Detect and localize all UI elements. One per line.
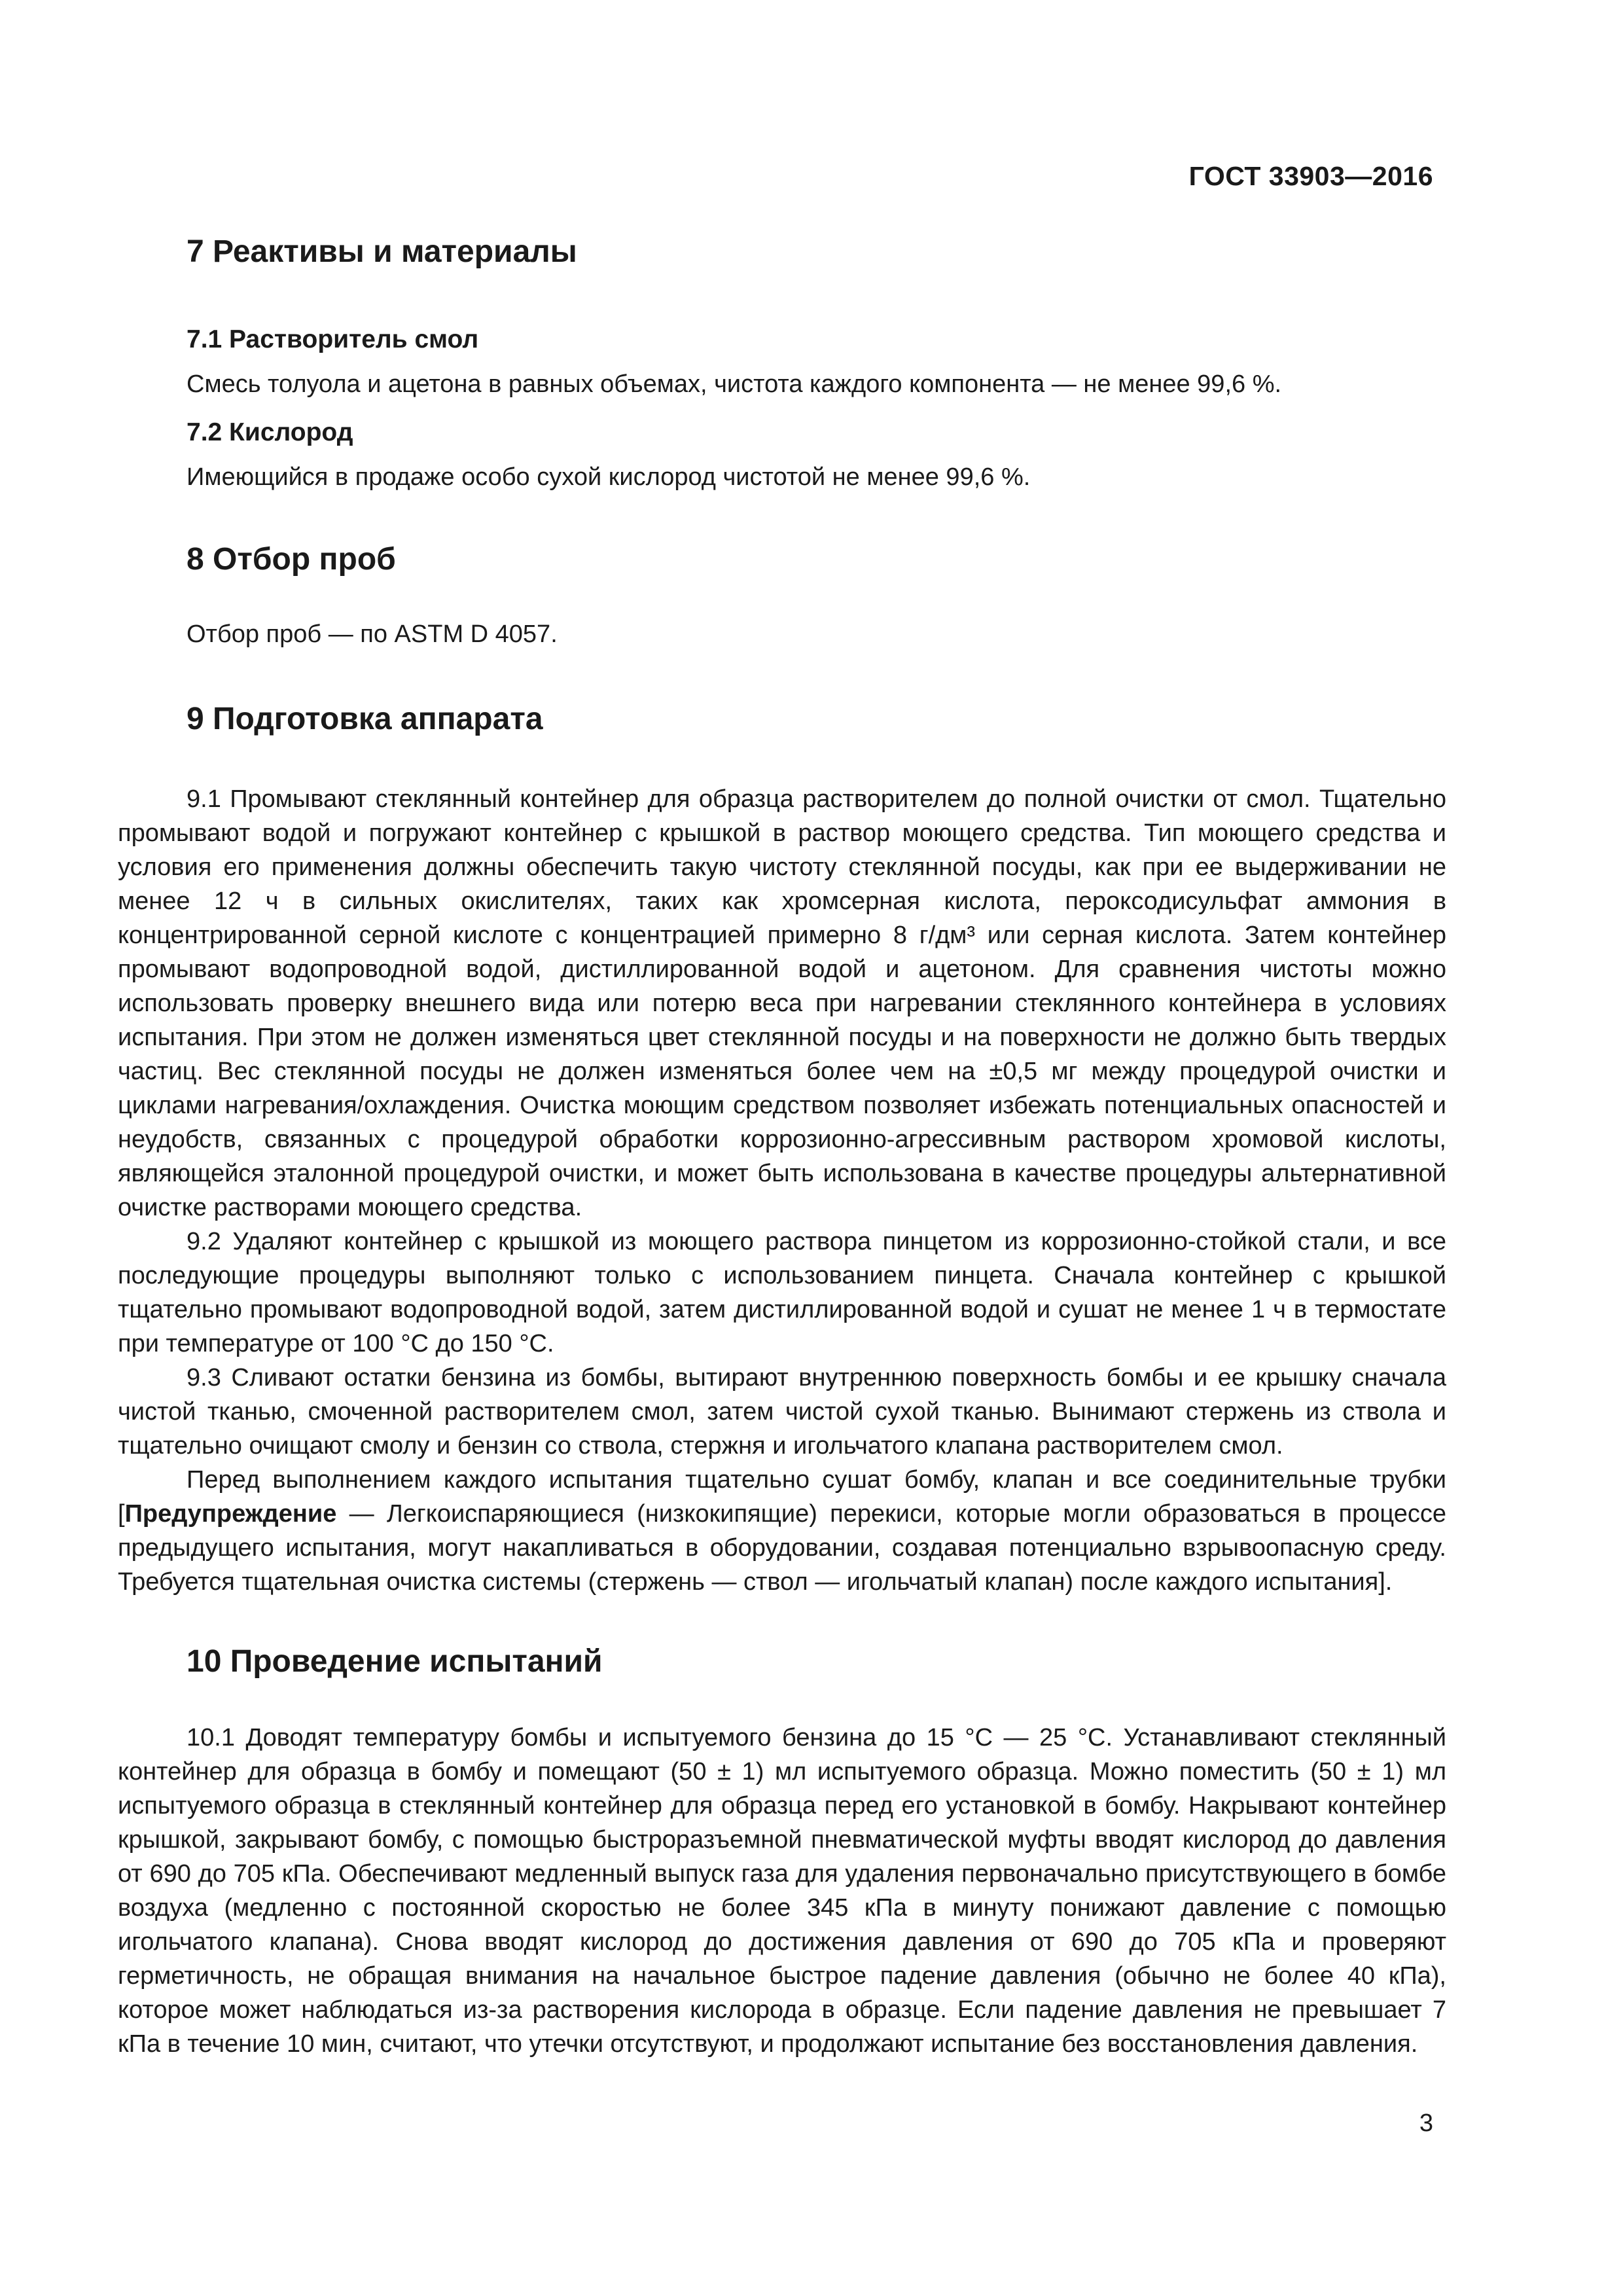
section-8-text: Отбор проб — по ASTM D 4057. <box>187 620 558 648</box>
paragraph-10-1: 10.1 Доводят температуру бомбы и испытуемого бензина до 15 °С — 25 °С. Устанавливают стеклянный контейнер для образца в бомбу и помещают (50 ± 1) мл испытуемого образца. Можно поместить (50 ± 1) мл испытуемого образца в стеклянный контейнер для образца перед его установкой в бомбу. Накрывают контейнер крышкой, закрывают бомбу, с помощью быстроразъемной пневматической муфты вводят кислород до давления от 690 до 705 кПа. Обеспечивают медленный выпуск газа для удаления первоначально присутствующего в бомбе воздуха (медленно с постоянной скоростью не более 345 кПа в минуту понижают давление с помощью игольчатого клапана). Снова вводят кислород до достижения давления от 690 до 705 кПа и проверяют герметичность, не обращая внимания на начальное быстрое падение давления (обычно не более 40 кПа), которое может наблюдаться из-за растворения кислорода в образце. Если падение давления не превышает 7 кПа в течение 10 мин, считают, что утечки отсутствуют, и продолжают испытание без восстановления давления. <box>118 1724 1446 2058</box>
section-8-heading: 8 Отбор проб <box>187 542 396 577</box>
warning-label: Предупреждение <box>124 1500 337 1528</box>
document-body <box>118 226 1446 2061</box>
section-9-heading: 9 Подготовка аппарата <box>187 702 543 736</box>
paragraph-9-warning <box>118 1463 1446 1599</box>
subsection-7-2-text: Имеющийся в продаже особо сухой кислород чистотой не менее 99,6 %. <box>187 463 1031 491</box>
section-10-heading: 10 Проведение испытаний <box>187 1644 603 1679</box>
subsection-7-1-heading: 7.1 Растворитель смол <box>187 325 479 353</box>
document-code: ГОСТ 33903—2016 <box>1188 161 1433 191</box>
paragraph-9-3: 9.3 Сливают остатки бензина из бомбы, вытирают внутреннюю поверхность бомбы и ее крышку сначала чистой тканью, смоченной растворителем смол, затем чистой сухой тканью. Вынимают стержень из ствола и тщательно очищают смолу и бензин со ствола, стержня и игольчатого клапана растворителем смол. <box>118 1364 1446 1460</box>
subsection-7-2-heading: 7.2 Кислород <box>187 418 353 446</box>
page-number: 3 <box>1419 2109 1433 2137</box>
subsection-7-1-text: Смесь толуола и ацетона в равных объемах, чистота каждого компонента — не менее 99,6 %. <box>187 370 1282 398</box>
warning-text-before: Перед выполнением каждого испытания тщательно сушат бомбу, клапан и все соединительные трубки [ <box>118 1466 1446 1528</box>
section-7-heading: 7 Реактивы и материалы <box>187 234 577 269</box>
paragraph-9-2: 9.2 Удаляют контейнер с крышкой из моющего раствора пинцетом из коррозионно-стойкой стали, и все последующие процедуры выполняют только с использованием пинцета. Сначала контейнер с крышкой тщательно промывают водопроводной водой, затем дистиллированной водой и сушат не менее 1 ч в термостате при температуре от 100 °С до 150 °С. <box>118 1228 1446 1357</box>
paragraph-9-1: 9.1 Промывают стеклянный контейнер для образца растворителем до полной очистки от смол. Тщательно промывают водой и погружают контейнер с крышкой в раствор моющего средства. Тип моющего средства и условия его применения должны обеспечить такую чистоту стеклянной посуды, как при ее выдерживании не менее 12 ч в сильных окислителях, таких как хромсерная кислота, пероксодисульфат аммония в концентрированной серной кислоте с концентрацией примерно 8 г/дм³ или серная кислота. Затем контейнер промывают водопроводной водой, дистиллированной водой и ацетоном. Для сравнения чистоты можно использовать проверку внешнего вида или потерю веса при нагревании стеклянного контейнера в условиях испытания. При этом не должен изменяться цвет стеклянной посуды и на поверхности не должно быть твердых частиц. Вес стеклянной посуды не должен изменяться более чем на ±0,5 мг между процедурой очистки и циклами нагревания/охлаждения. Очистка моющим средством позволяет избежать потенциальных опасностей и неудобств, связанных с процедурой обработки коррозионно-агрессивным раствором хромовой кислоты, являющейся эталонной процедурой очистки, и может быть использована в качестве процедуры альтернативной очистке растворами моющего средства. <box>118 785 1446 1221</box>
warning-text-after: — Легкоиспаряющиеся (низкокипящие) перекиси, которые могли образоваться в процессе предыдущего испытания, могут накапливаться в оборудовании, создавая потенциально взрывоопасную среду. Требуется тщательная очистка системы (стержень — ствол — игольчатый клапан) после каждого испытания]. <box>118 1500 1446 1596</box>
